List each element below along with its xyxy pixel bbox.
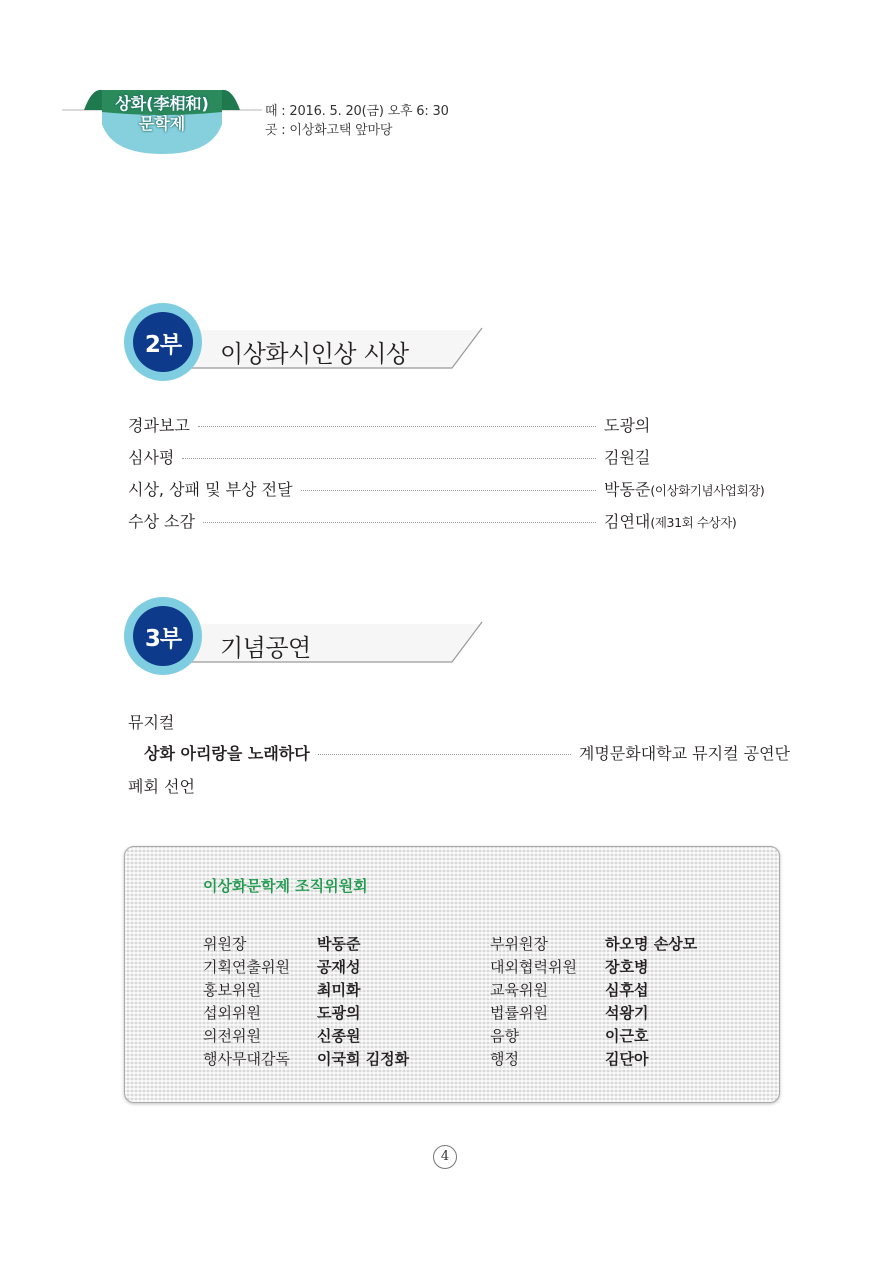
committee-role: 행정 — [490, 1050, 519, 1068]
section-3-number: 3부 — [133, 606, 193, 666]
performance-title: 상화 아리랑을 노래하다 — [144, 743, 310, 763]
leader-dots — [301, 490, 596, 491]
committee-role: 교육위원 — [490, 981, 548, 999]
program-row — [128, 412, 790, 436]
organizing-committee-box — [124, 846, 780, 1103]
committee-role: 법률위원 — [490, 1004, 548, 1022]
committee-member: 이국희 김정화 — [317, 1050, 410, 1068]
page-number: 4 — [433, 1145, 457, 1169]
program-row — [128, 476, 790, 500]
committee-member: 공재성 — [317, 958, 361, 976]
committee-member: 이근호 — [605, 1027, 649, 1045]
committee-role: 홍보위원 — [203, 981, 261, 999]
program-item-label: 경과보고 — [128, 415, 190, 435]
committee-role: 기획연출위원 — [203, 958, 290, 976]
program-row — [128, 444, 790, 468]
section-2-badge — [124, 303, 202, 381]
committee-role: 대외협력위원 — [490, 958, 577, 976]
performance-performer: 계명문화대학교 뮤지컬 공연단 — [578, 743, 790, 763]
committee-role: 의전위원 — [203, 1027, 261, 1045]
section-3-badge — [124, 597, 202, 675]
leader-dots — [198, 426, 596, 427]
event-location: 곳 : 이상화고택 앞마당 — [265, 123, 393, 138]
committee-member: 하오명 손상모 — [605, 935, 698, 953]
committee-role: 위원장 — [203, 935, 247, 953]
program-row — [128, 508, 790, 532]
committee-member: 석왕기 — [605, 1004, 649, 1022]
committee-title: 이상화문학제 조직위원회 — [203, 877, 368, 895]
program-item-label: 시상, 상패 및 부상 전달 — [128, 479, 293, 499]
leader-dots — [182, 458, 596, 459]
badge-title-line2: 문학제 — [138, 114, 186, 133]
program-item-label: 심사평 — [128, 447, 175, 467]
committee-member: 박동준 — [317, 935, 361, 953]
performance-category: 뮤지컬 — [128, 713, 175, 732]
committee-role: 섭외위원 — [203, 1004, 261, 1022]
committee-member: 김단아 — [605, 1050, 649, 1068]
performance-row — [144, 740, 790, 764]
committee-role: 부위원장 — [490, 935, 548, 953]
section-3-title: 기념공연 — [220, 634, 311, 662]
committee-member: 장호병 — [605, 958, 649, 976]
program-item-person: 도광의 — [604, 415, 651, 435]
committee-member: 심후섭 — [605, 981, 649, 999]
committee-member: 도광의 — [317, 1004, 361, 1022]
festival-badge — [62, 86, 262, 158]
section-2-number: 2부 — [133, 312, 193, 372]
event-date: 때 : 2016. 5. 20(금) 오후 6: 30 — [265, 104, 449, 119]
section-2-title: 이상화시인상 시상 — [220, 340, 409, 368]
committee-role: 음향 — [490, 1027, 519, 1045]
badge-title-line1: 상화(李相和) — [115, 94, 209, 113]
program-item-person: 김원길 — [604, 447, 651, 467]
program-item-person: 김연대(제31회 수상자) — [604, 511, 737, 531]
program-item-person: 박동준(이상화기념사업회장) — [604, 479, 765, 499]
committee-member: 최미화 — [317, 981, 361, 999]
program-item-label: 수상 소감 — [128, 511, 195, 531]
committee-member: 신종원 — [317, 1027, 361, 1045]
leader-dots — [318, 754, 571, 755]
committee-role: 행사무대감독 — [203, 1050, 290, 1068]
leader-dots — [203, 522, 596, 523]
closing-declaration: 폐회 선언 — [128, 777, 195, 796]
